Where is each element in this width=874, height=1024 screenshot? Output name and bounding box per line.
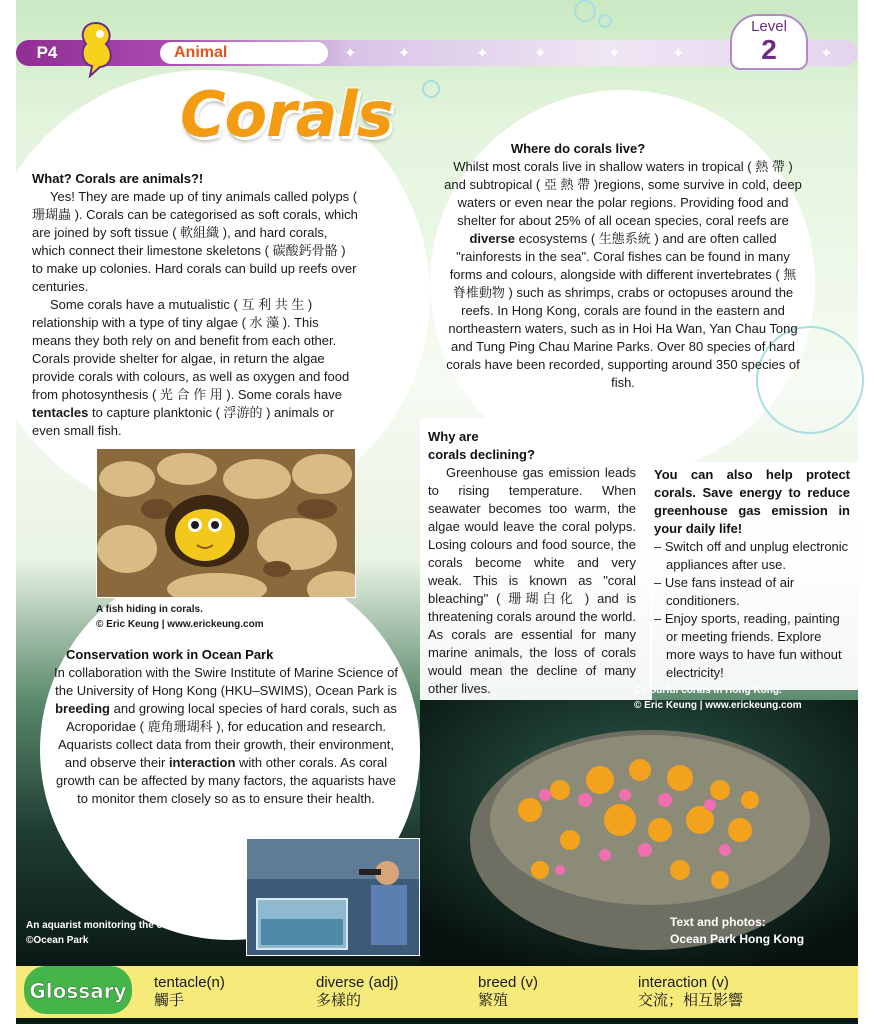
glossary-term-breed (478, 974, 628, 1010)
keyword-breeding: breeding (55, 701, 110, 716)
help-tip-text: Switch off and unplug electronic appliances after use. (664, 539, 849, 572)
page-title: Corals (180, 78, 393, 151)
help-tip-text: Use fans instead of air conditioners. (664, 575, 795, 608)
decline-section (428, 428, 636, 698)
conservation-section (50, 646, 402, 808)
star-icon: ✦ (672, 45, 685, 62)
decline-heading-line-1: Why are (428, 429, 479, 444)
habitat-heading: Where do corals live? (510, 141, 646, 156)
star-icon: ✦ (476, 45, 489, 62)
page-margin-right (858, 0, 874, 1024)
help-tip: – Switch off and unplug electronic appliances after use. (654, 539, 849, 572)
fish-caption-title: A fish hiding in corals. (96, 604, 203, 615)
conservation-body (50, 664, 402, 808)
page-number: P4 (36, 43, 58, 62)
photo-credit-source: Ocean Park Hong Kong (670, 932, 805, 946)
decor-bubble (574, 0, 596, 22)
intro-heading: What? Corals are animals?! (32, 171, 204, 186)
star-icon: ✦ (344, 45, 357, 62)
glossary-term-en: diverse (adj) (316, 974, 399, 991)
star-icon: ✦ (534, 45, 547, 62)
glossary-term-zh: 交流；相互影響 (638, 992, 744, 1009)
help-heading: You can also help protect corals. Save energy to reduce greenhouse gas emission in your daily life! (654, 467, 850, 536)
habitat-body (444, 158, 802, 392)
keyword-diverse: diverse (469, 231, 515, 246)
aquarist-photo (246, 838, 420, 956)
star-icon: ✦ (398, 45, 411, 62)
aquarist-caption (26, 918, 256, 948)
decline-heading-line-2: corals declining? (428, 447, 535, 462)
habitat-text: ecosystems ( 生態系統 ) and are often called "rainforests in the sea". Coral fishes can be found in many forms and colours, alongside with different invertebrates ( 無脊椎動物 ) such as shrimps, crabs or octopuses around the reefs. In Hong Kong, corals are found in the eastern and northeastern waters, such as in Hoi Ha Wan, Yan Chau Tong and Tung Ping Chau Marine Parks. Over 80 species of hard corals have been recorded, supporting around 350 species of fish. (446, 231, 800, 390)
coral-caption-title: Colourful corals in Hong Kong. (634, 685, 782, 696)
glossary-term-interaction (638, 974, 838, 1010)
coral-caption-credit: © Eric Keung | www.erickeung.com (634, 700, 802, 711)
keyword-tentacles: tentacles (32, 405, 89, 420)
intro-text: Some corals have a mutualistic ( 互 利 共 生 ) relationship with a type of tiny algae ( 水 藻 ). This means they both rely on and benefit from each other. Corals provide shelter for algae, in return the algae provide corals with colours, as well as oxygen and food from photosynthesis ( 光 合 作 用 ). Some corals have (32, 297, 350, 402)
aquarist-image (247, 839, 420, 956)
coral-caption (634, 683, 854, 713)
help-tips-list (654, 538, 850, 682)
conservation-text: with other corals. As coral growth can be affected by many factors, the aquarists have to monitor them closely so as to ensure their health. (55, 755, 397, 806)
conservation-text: In collaboration with the Swire Institute of Marine Science of the University of Hong Kong (HKU–SWIMS), Ocean Park is (54, 665, 398, 698)
glossary-term-zh: 繁殖 (478, 992, 509, 1009)
intro-paragraph-2 (32, 296, 358, 440)
star-icon: ✦ (608, 45, 621, 62)
glossary-term-en: tentacle(n) (154, 974, 225, 991)
glossary-term-en: interaction (v) (638, 974, 729, 991)
aquarist-caption-credit: ©Ocean Park (26, 935, 89, 946)
fish-caption (96, 602, 356, 632)
help-tip: – Use fans instead of air conditioners. (654, 575, 795, 608)
glossary-term-zh: 觸手 (154, 992, 185, 1009)
intro-paragraph-1: Yes! They are made up of tiny animals called polyps ( 珊瑚蟲 ). Corals can be categorised as soft corals, which are joined by soft tissue ( 軟組織 ), and hard corals, which connect their limestone skeletons ( 碳酸鈣骨骼 ) to make up colonies. Hard corals can build up reefs over centuries. (32, 189, 358, 294)
glossary-label: Glossary (29, 979, 127, 1003)
glossary-term-tentacle (154, 974, 304, 1010)
star-icon: ✦ (820, 45, 833, 62)
decline-body: Greenhouse gas emission leads to rising temperature. When seawater becomes too warm, the algae would leave the coral polyps. Losing colours and food source, the corals become white and very weak. This is known as "coral bleaching" ( 珊瑚白化 ) and is threatening corals around the world. As corals are essential for many marine animals, the loss of corals would mean the decline of many other lives. (428, 465, 636, 696)
keyword-interaction: interaction (168, 755, 236, 770)
conservation-heading: Conservation work in Ocean Park (66, 647, 274, 662)
magazine-logo-icon (76, 20, 116, 78)
glossary-term-zh: 多樣的 (316, 992, 362, 1009)
intro-text: to capture planktonic ( 浮游的 ) animals or even small fish. (32, 405, 335, 438)
glossary-term-diverse (316, 974, 466, 1010)
photo-credit-label: Text and photos: (670, 915, 766, 929)
habitat-text: Whilst most corals live in shallow waters in tropical ( 熱 帶 ) and subtropical ( 亞 熱 帶 )regions, some survive in cold, deep waters or even near the polar regions. Providing food and shelter for about 25% of all ocean species, coral reefs are (444, 159, 802, 228)
help-tip-text: Enjoy sports, reading, painting or meeting friends. Explore more ways to have fun without electricity! (664, 611, 842, 680)
help-tip: – Enjoy sports, reading, painting or meeting friends. Explore more ways to have fun without electricity! (654, 611, 842, 680)
level-number: 2 (761, 34, 777, 65)
glossary-logo-icon (22, 958, 134, 1020)
fish-in-coral-image (97, 449, 356, 598)
aquarist-caption-title: An aquarist monitoring the corals. (26, 920, 189, 931)
photo-credit (670, 914, 860, 948)
fish-caption-credit: © Eric Keung | www.erickeung.com (96, 619, 264, 630)
intro-section (32, 170, 358, 440)
conservation-text: and growing local species of hard corals, such as Acroporidae ( 鹿角珊瑚科 ), for education and research. Aquarists collect data from their growth, their environment, and observe their (58, 701, 397, 770)
fish-photo (96, 448, 356, 598)
habitat-section (444, 140, 802, 392)
level-word: Level (751, 18, 787, 35)
help-section (654, 466, 850, 682)
decor-bubble (598, 14, 612, 28)
section-label: Animal (160, 42, 328, 64)
glossary-term-en: breed (v) (478, 974, 539, 991)
page-margin-left (0, 0, 16, 1024)
level-badge (730, 14, 808, 70)
